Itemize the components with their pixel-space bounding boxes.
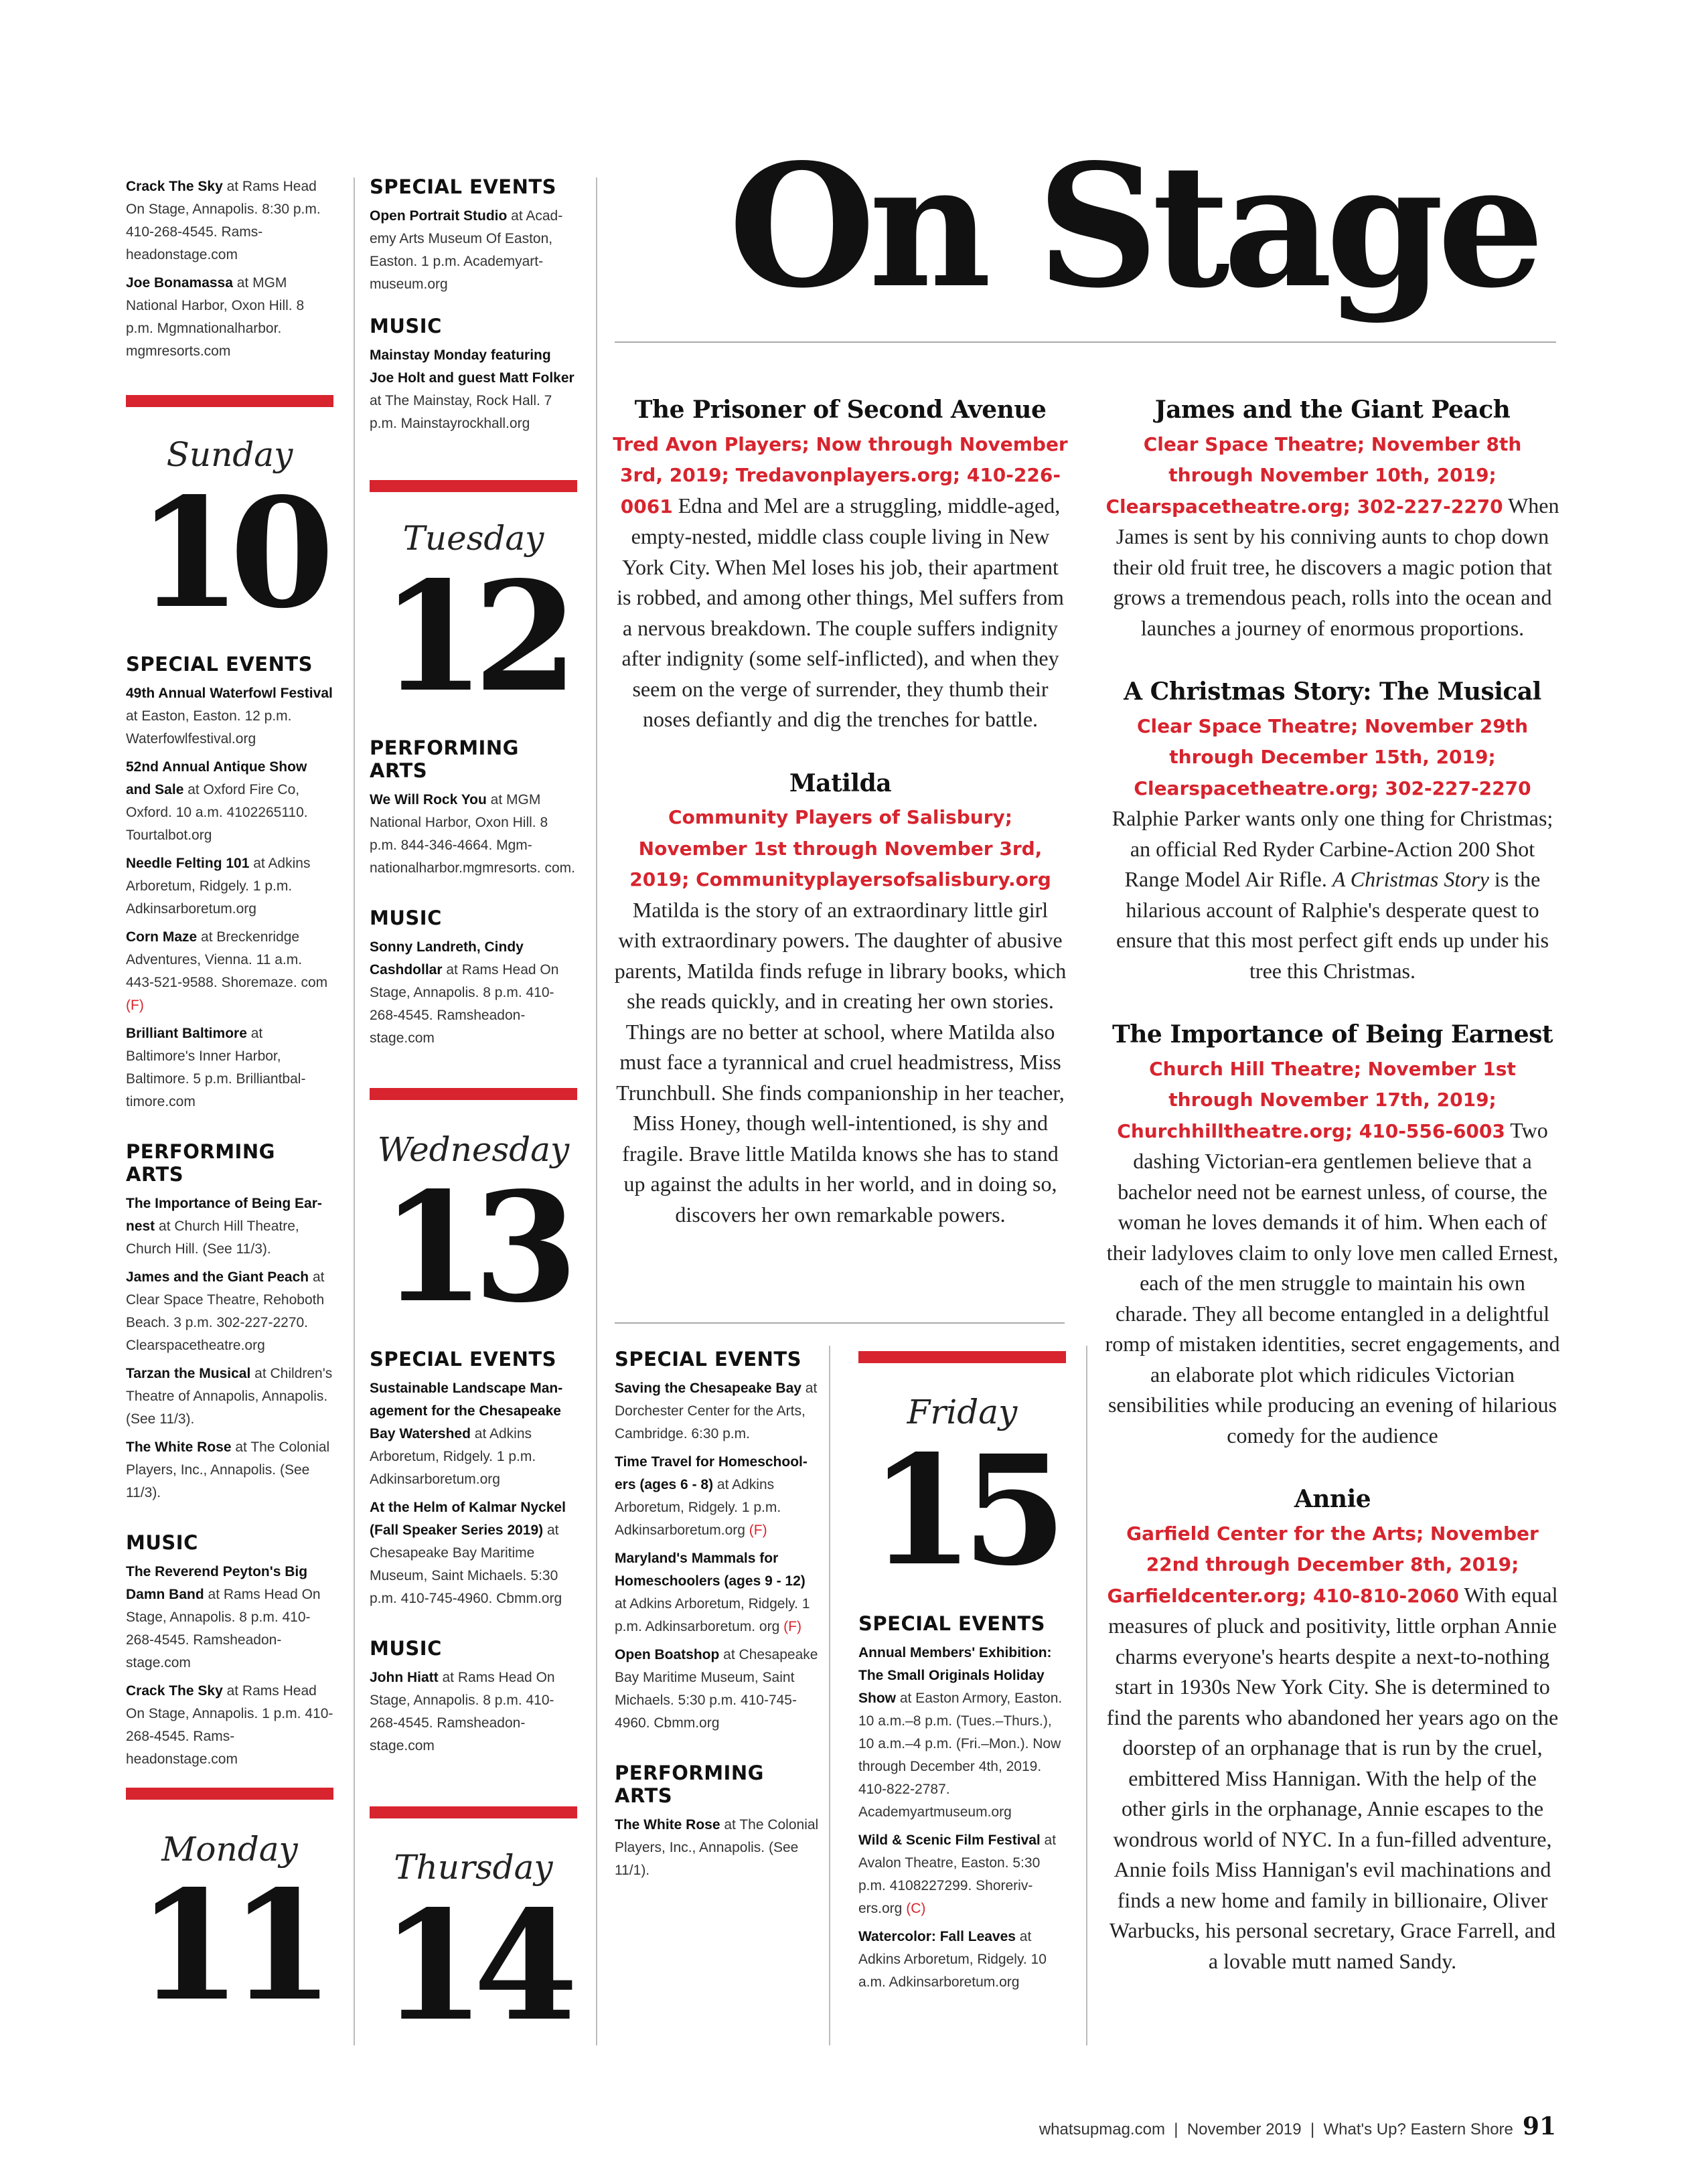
tuesday-number: 12 bbox=[380, 549, 566, 726]
article-body: With equal measures of pluck and positivity, little orphan Annie charms everyone's hearts despite a next-to-nothing start in 1930s New York City. She is determined to find the parents who abandoned her years ago on the doorstep of an orphanage that is run by the cruel, embittered Miss Hannigan. With the help of the other girls in the orphanage, Annie escapes to the wondrous world of NYC. In a fun-filled adventure, Annie foils Miss Hannigan's evil machinations and finds a new home and family in billionaire, Oliver Warbucks, his personal secretary, Grace Farrell, and a lovable mutt named Sandy. bbox=[1106, 1582, 1559, 1973]
article-venue: Clear Space Theatre; November 8th through November 10th, 2019; Clearspacetheatre.org; 302-227-2270 bbox=[1105, 433, 1522, 518]
section-heading: MUSIC bbox=[126, 1531, 198, 1554]
listing-item bbox=[126, 272, 333, 363]
listing-details: at Adkins Arboretum, Ridgely. 1 p.m. Adkinsarboretum. org bbox=[615, 1596, 810, 1634]
listing-details: at Adkins Arboretum, Ridgely. 10 a.m. Adkinsarboretum.org bbox=[858, 1929, 1047, 1990]
article-venue: Clear Space Theatre; November 29th through December 15th, 2019; Clearspacetheatre.org; 302-227-2270 bbox=[1134, 714, 1531, 799]
listing-title: Sonny Landreth, Cindy Cashdollar bbox=[370, 939, 524, 978]
article-matilda bbox=[613, 769, 1068, 1231]
listing-item bbox=[126, 1266, 333, 1357]
thursday-listings bbox=[615, 1348, 819, 1887]
tuesday-bar bbox=[370, 480, 577, 492]
listing-item bbox=[126, 682, 333, 751]
article-body: Matilda is the story of an extraordinary little girl with extraordinary powers. The daughter of abusive parents, Matilda finds refuge in library books, which she reads quickly, and in creating her own stories. Things are no better at school, where Matilda also must face a tyrannical and cruel headmistress, Miss Trunchbull. She finds companionship in her teacher, Miss Honey, though well-intentioned, is shy and fragile. Brave little Matilda knows she has to stand up against the adults in her world, and in doing so, discovers her own remarkable powers. bbox=[614, 897, 1067, 1227]
friday-bar bbox=[858, 1351, 1066, 1363]
listing-title: The Reverend Peyton's Big Damn Band bbox=[126, 1564, 308, 1602]
listing-details: at MGM National Harbor, Oxon Hill. 8 p.m. 844-346-4664. Mgmnationalharbor.mgmresorts. com. bbox=[370, 792, 575, 876]
article-title: A Christmas Story: The Musical bbox=[1124, 678, 1541, 706]
listing-flag: (F) bbox=[749, 1523, 767, 1538]
listing-item bbox=[370, 789, 577, 880]
listing-title: Annual Members' Exhibition: The Small Originals Holiday Show bbox=[858, 1645, 1052, 1706]
listing-details: at Breckenridge Adventures, Vienna. 11 a.m. 443-521-9588. Shoremaze. com bbox=[126, 929, 328, 990]
listing-item bbox=[615, 1814, 819, 1882]
listing-item bbox=[858, 1926, 1066, 1994]
section-heading: SPECIAL EVENTS bbox=[615, 1348, 802, 1371]
listing-details: at Easton Armory, Easton. 10 a.m.–8 p.m. (Tues.–Thurs.), 10 a.m.–4 p.m. (Fri.–Mon.). Now through December 4th, 2019. 410-822-2787. Academyartmuseum.org bbox=[858, 1691, 1063, 1820]
listing-title: Crack The Sky bbox=[126, 179, 223, 194]
listing-item bbox=[370, 344, 577, 435]
wednesday-number: 13 bbox=[380, 1160, 566, 1336]
listing-details: at Avalon Theatre, Easton. 5:30 p.m. 4108227299. Shorerivers.org bbox=[858, 1832, 1057, 1916]
article-body: Two dashing Victorian-era gentlemen believe that a bachelor need not be earnest unless, of course, the woman he loves demands it of him. When each of their ladyloves claim to only love men called Ernest, each of the men struggle to maintain his own charade. They all become entangled in a delightful romp of mistaken identities, secret engagements, and an elaborate plot which ridicules Victorian sensibilities while producing an evening of hilarious comedy for the audience bbox=[1105, 1117, 1560, 1448]
listing-item bbox=[858, 1829, 1066, 1920]
listing-item bbox=[370, 1377, 577, 1491]
listing-details: at Adkins Arboretum, Ridgely. 1 p.m. Adkinsarboretum.org bbox=[370, 1426, 536, 1487]
listing-item bbox=[615, 1377, 819, 1446]
listing-details: at The Mainstay, Rock Hall. 7 p.m. Mainstayrockhall.org bbox=[370, 393, 552, 431]
listing-details: at Church Hill Theatre, Church Hill. (See 11/3). bbox=[126, 1219, 299, 1257]
listing-details: at Children's Theatre of Annapolis, Annapolis. (See 11/3). bbox=[126, 1366, 333, 1427]
listing-title: John Hiatt bbox=[370, 1670, 439, 1685]
monday-bar bbox=[126, 1788, 333, 1800]
listing-title: Sustainable Landscape Management for the Chesapeake Bay Watershed bbox=[370, 1381, 563, 1441]
listing-details: at Rams Head On Stage, Annapolis. 8 p.m. 410-268-4545. Ramsheadonstage.com bbox=[370, 962, 559, 1046]
listing-title: 49th Annual Waterfowl Festival bbox=[126, 686, 333, 701]
listing-details: at Easton, Easton. 12 p.m. Waterfowlfestival.org bbox=[126, 708, 292, 747]
listing-title: Saving the Chesapeake Bay bbox=[615, 1381, 801, 1396]
article-title: The Prisoner of Second Avenue bbox=[634, 396, 1047, 424]
section-rule bbox=[615, 1322, 1065, 1324]
column-divider bbox=[1086, 1346, 1087, 2045]
column-divider bbox=[829, 1346, 830, 2045]
article-title: James and the Giant Peach bbox=[1154, 396, 1511, 424]
listing-details: at Academy Arts Museum Of Easton, Easton. 1 p.m. Academyartmuseum.org bbox=[370, 208, 563, 292]
article-venue: Church Hill Theatre; November 1st through November 17th, 2019; Churchhilltheatre.org; 410-556-6003 bbox=[1117, 1057, 1516, 1142]
article-column-left bbox=[613, 395, 1068, 1263]
friday-number: 15 bbox=[869, 1423, 1055, 1600]
listing-item bbox=[370, 205, 577, 296]
listing-item bbox=[126, 1436, 333, 1504]
article-body: When James is sent by his conniving aunts to chop down their old fruit tree, he discovers a magic potion that grows a tremendous peach, rolls into the ocean and launches a journey of enormous proportions. bbox=[1113, 493, 1559, 640]
section-heading: SPECIAL EVENTS bbox=[370, 1348, 557, 1371]
page-footer bbox=[1039, 2112, 1556, 2140]
listing-item bbox=[370, 936, 577, 1050]
section-heading: MUSIC bbox=[370, 907, 442, 929]
friday-label: Friday bbox=[907, 1393, 1018, 1431]
article-body: Ralphie Parker wants only one thing for Christmas; an official Red Ryder Carbine-Action 200 Shot Range Model Air Rifle. bbox=[1112, 806, 1553, 891]
listing-details: at Rams Head On Stage, Annapolis. 1 p.m. 410-268-4545. Ramsheadonstage.com bbox=[126, 1683, 333, 1767]
listing-title: Corn Maze bbox=[126, 929, 198, 945]
listing-title: James and the Giant Peach bbox=[126, 1269, 309, 1285]
listing-title: Maryland's Mammals for Homeschoolers (ages 9 - 12) bbox=[615, 1551, 806, 1589]
listing-title: The Importance of Being Earnest bbox=[126, 1196, 322, 1234]
wednesday-bar bbox=[370, 1088, 577, 1100]
tuesday-label: Tuesday bbox=[402, 519, 544, 558]
article-venue: Community Players of Salisbury; November 1st through November 3rd, 2019; Communityplayersofsalisbury.org bbox=[629, 806, 1051, 890]
listing-title: 52nd Annual Antique Show and Sale bbox=[126, 759, 307, 797]
article-earnest bbox=[1105, 1020, 1560, 1451]
listing-details: at Clear Space Theatre, Rehoboth Beach. 3 p.m. 302-227-2270. Clearspacetheatre.org bbox=[126, 1269, 325, 1353]
listing-title: Joe Bonamassa bbox=[126, 275, 233, 291]
listing-title: Wild & Scenic Film Festival bbox=[858, 1832, 1041, 1848]
listing-details: at MGM National Harbor, Oxon Hill. 8 p.m. Mgmnationalharbor. mgmresorts.com bbox=[126, 275, 305, 359]
page-title: On Stage bbox=[729, 127, 1538, 325]
monday-label: Monday bbox=[161, 1830, 298, 1869]
listing-item bbox=[126, 1561, 333, 1674]
sunday-label: Sunday bbox=[166, 435, 293, 474]
listing-item bbox=[126, 852, 333, 921]
listing-title: Open Boatshop bbox=[615, 1647, 720, 1662]
section-heading: SPECIAL EVENTS bbox=[858, 1612, 1046, 1635]
listing-title: Tarzan the Musical bbox=[126, 1366, 251, 1381]
article-prisoner bbox=[613, 395, 1068, 735]
listing-flag: (F) bbox=[126, 998, 144, 1013]
listing-item bbox=[126, 756, 333, 847]
sunday-number: 10 bbox=[137, 465, 323, 642]
section-heading: MUSIC bbox=[370, 315, 442, 337]
section-heading: PERFORMING ARTS bbox=[370, 736, 519, 782]
listing-details: at The Colonial Players, Inc., Annapolis. (See 11/1). bbox=[615, 1817, 819, 1878]
listing-details: at Chesapeake Bay Maritime Museum, Saint Michaels. 5:30 p.m. 410-745-4960. Cbmm.org bbox=[370, 1523, 562, 1606]
listing-item bbox=[126, 175, 333, 266]
listing-details: at Chesapeake Bay Maritime Museum, Saint Michaels. 5:30 p.m. 410-745-4960. Cbmm.org bbox=[615, 1647, 818, 1731]
thursday-bar bbox=[370, 1806, 577, 1818]
col1-top-listings bbox=[126, 175, 333, 368]
article-venue: Garfield Center for the Arts; November 22nd through December 8th, 2019; Garfieldcenter.org; 410-810-2060 bbox=[1107, 1522, 1539, 1607]
section-heading: PERFORMING ARTS bbox=[615, 1762, 764, 1807]
friday-listings bbox=[858, 1612, 1066, 1999]
listing-title: We Will Rock You bbox=[370, 792, 487, 807]
listing-item bbox=[615, 1451, 819, 1542]
listing-details: at Adkins Arboretum, Ridgely. 1 p.m. Adkinsarboretum.org bbox=[615, 1477, 781, 1538]
thursday-label: Thursday bbox=[394, 1848, 553, 1887]
listing-details: at Baltimore's Inner Harbor, Baltimore. 5 p.m. Brilliantbaltimore.com bbox=[126, 1026, 306, 1109]
tuesday-listings bbox=[370, 736, 577, 1055]
sunday-bar bbox=[126, 395, 333, 407]
listing-title: Mainstay Monday featuring Joe Holt and guest Matt Folker bbox=[370, 347, 575, 386]
listing-item bbox=[126, 1362, 333, 1431]
listing-item bbox=[126, 1680, 333, 1771]
article-title: The Importance of Being Earnest bbox=[1112, 1020, 1553, 1048]
listing-details: at Rams Head On Stage, Annapolis. 8 p.m. 410-268-4545. Ramsheadonstage.com bbox=[370, 1670, 555, 1753]
listing-item bbox=[370, 1666, 577, 1758]
sunday-listings bbox=[126, 653, 333, 1776]
listing-title: The White Rose bbox=[615, 1817, 720, 1832]
listing-details: at Rams Head On Stage, Annapolis. 8:30 p.m. 410-268-4545. Ramsheadonstage.com bbox=[126, 179, 321, 262]
listing-title: The White Rose bbox=[126, 1439, 232, 1455]
wednesday-listings bbox=[370, 1348, 577, 1763]
listing-title: Crack The Sky bbox=[126, 1683, 223, 1699]
section-heading: MUSIC bbox=[370, 1637, 442, 1660]
wednesday-label: Wednesday bbox=[377, 1130, 570, 1169]
listing-item bbox=[615, 1644, 819, 1735]
article-venue: Tred Avon Players; Now through November 3rd, 2019; Tredavonplayers.org; 410-226-0061 bbox=[613, 433, 1068, 518]
listing-title: Watercolor: Fall Leaves bbox=[858, 1929, 1016, 1944]
footer-text: whatsupmag.com | November 2019 | What's Up? Eastern Shore bbox=[1039, 2120, 1513, 2138]
section-heading: PERFORMING ARTS bbox=[126, 1140, 275, 1186]
article-title: Matilda bbox=[789, 769, 892, 797]
listing-title: Brilliant Baltimore bbox=[126, 1026, 247, 1041]
article-body: Edna and Mel are a struggling, middle-aged, empty-nested, middle class couple living in New York City. When Mel loses his job, their apartment is robbed, and among other things, Mel suffers from a nervous breakdown. The couple suffers indignity after indignity (some self-inflicted), and when they seem on the verge of surrender, they thumb their noses defiantly and dig the trenches for battle. bbox=[617, 493, 1064, 731]
listing-item bbox=[858, 1642, 1066, 1824]
article-title: Annie bbox=[1294, 1485, 1371, 1513]
listing-item bbox=[126, 926, 333, 1017]
listing-item bbox=[126, 1022, 333, 1113]
title-rule bbox=[615, 341, 1556, 343]
listing-details: at Adkins Arboretum, Ridgely. 1 p.m. Adkinsarboretum.org bbox=[126, 856, 311, 917]
section-heading: SPECIAL EVENTS bbox=[126, 653, 313, 676]
listing-title: Time Travel for Homeschoolers (ages 6 - 8) bbox=[615, 1454, 808, 1492]
column-divider bbox=[596, 177, 597, 2045]
listing-item bbox=[615, 1547, 819, 1638]
listing-details: at Dorchester Center for the Arts, Cambridge. 6:30 p.m. bbox=[615, 1381, 818, 1441]
listing-title: Open Portrait Studio bbox=[370, 208, 508, 224]
listing-details: at Rams Head On Stage, Annapolis. 8 p.m. 410-268-4545. Ramsheadonstage.com bbox=[126, 1587, 321, 1670]
article-annie bbox=[1105, 1484, 1560, 1976]
article-body: is the hilarious account of Ralphie's desperate quest to ensure that this most perfect gift ends up under his tree this Christmas. bbox=[1116, 867, 1549, 983]
listing-details: at Oxford Fire Co, Oxford. 10 a.m. 4102265110. Tourtalbot.org bbox=[126, 782, 308, 843]
listing-flag: (C) bbox=[906, 1901, 926, 1916]
article-giant-peach bbox=[1105, 395, 1560, 643]
listing-item bbox=[370, 1496, 577, 1610]
article-christmas-story bbox=[1105, 677, 1560, 986]
monday-number: 11 bbox=[137, 1858, 323, 2035]
listing-title: Needle Felting 101 bbox=[126, 856, 250, 871]
listing-flag: (F) bbox=[783, 1619, 801, 1634]
listing-details: at The Colonial Players, Inc., Annapolis. (See 11/3). bbox=[126, 1439, 330, 1500]
thursday-number: 14 bbox=[380, 1878, 566, 2055]
article-column-right bbox=[1105, 395, 1560, 2010]
col2-top-listings bbox=[370, 175, 577, 441]
listing-title: At the Helm of Kalmar Nyckel (Fall Speaker Series 2019) bbox=[370, 1500, 566, 1538]
page-number: 91 bbox=[1522, 2112, 1556, 2140]
section-heading: SPECIAL EVENTS bbox=[370, 175, 557, 198]
column-divider bbox=[354, 177, 355, 2045]
article-italic: A Christmas Story bbox=[1332, 867, 1489, 891]
listing-item bbox=[126, 1192, 333, 1261]
